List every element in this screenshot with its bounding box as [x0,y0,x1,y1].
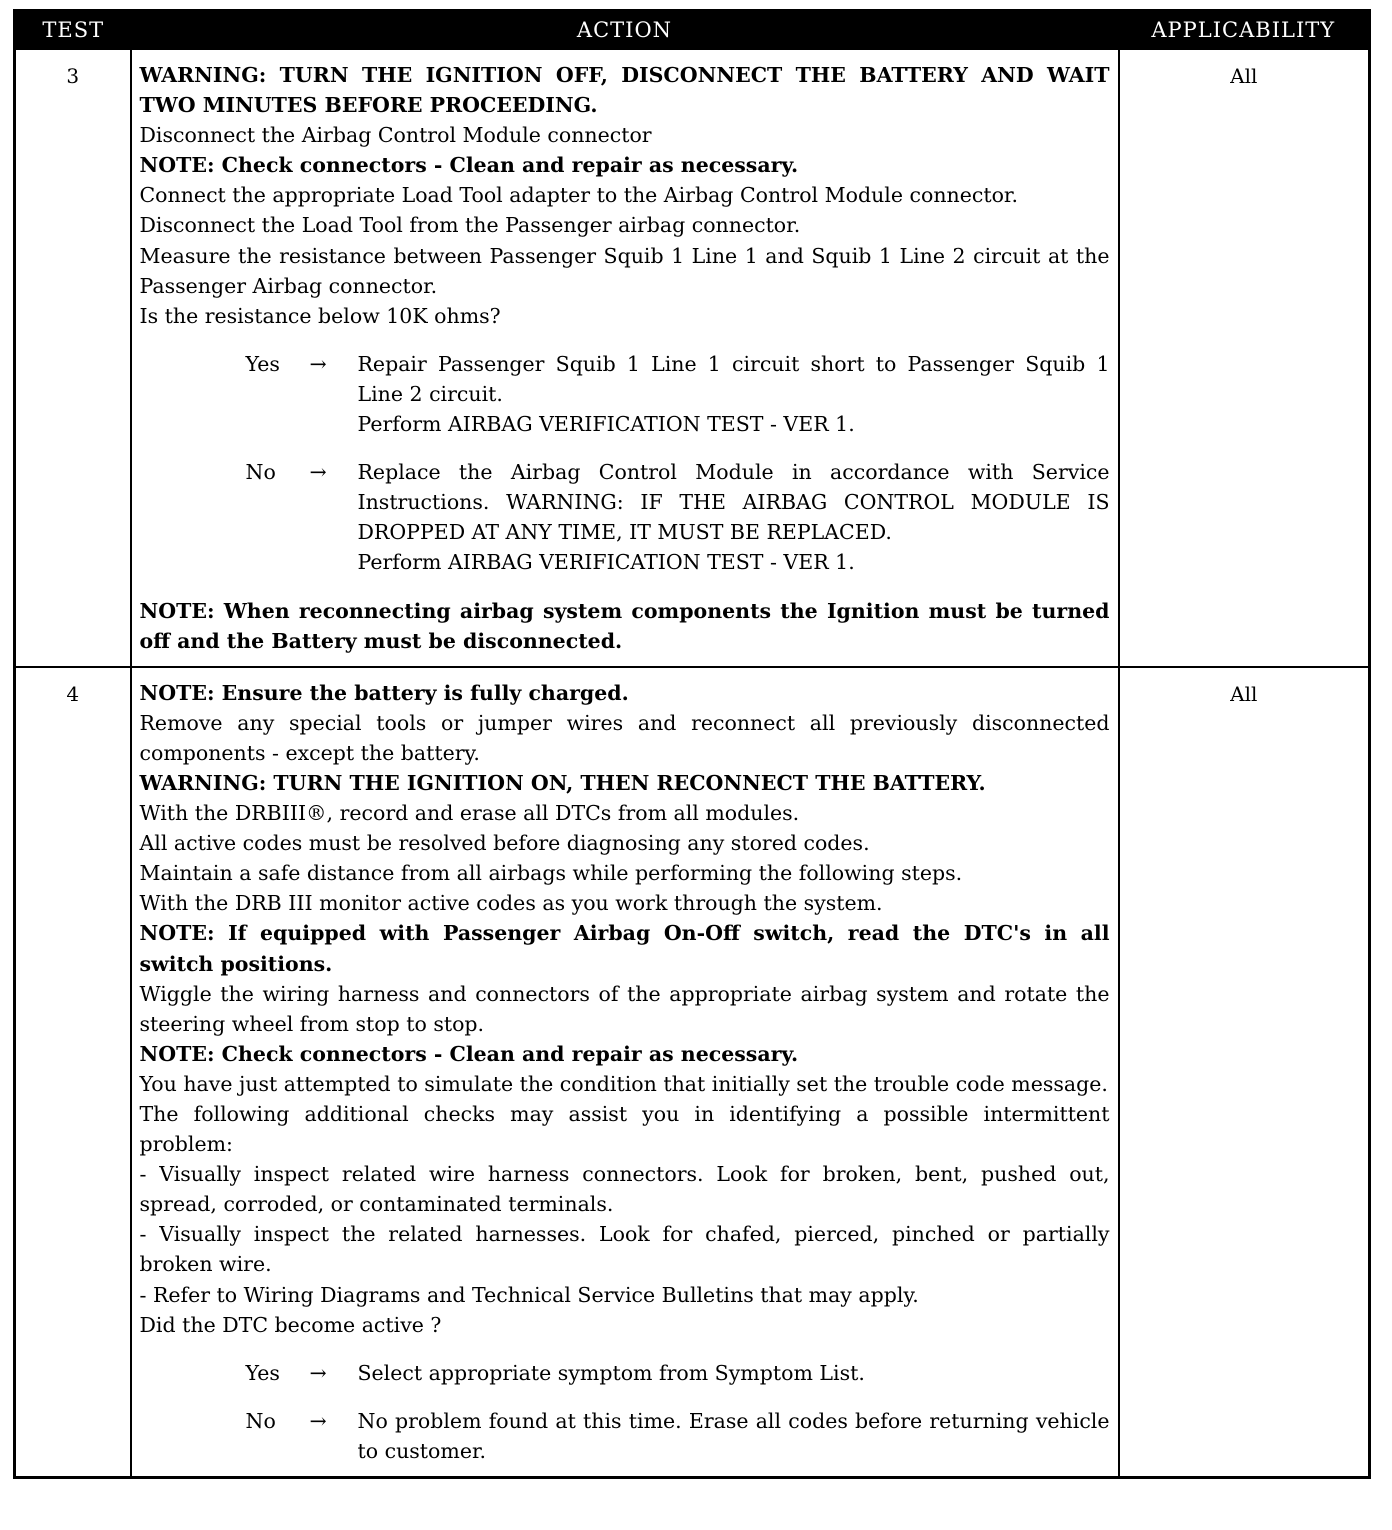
response-yes [140,349,1110,439]
action-cell [131,667,1119,1478]
response-text: Replace the Airbag Control Module in accordance with Service Instructions. WARNING: IF THE AIRBAG CONTROL MODULE IS DROPPED AT ANY TIME, IT MUST BE REPLACED. [357,460,1110,545]
note-text: NOTE: Check connectors - Clean and repair as necessary. [139,1041,799,1066]
step-text: Measure the resistance between Passenger Squib 1 Line 1 and Squib 1 Line 2 circuit at the Passenger Airbag connector. [139,243,1110,298]
response-no [140,457,1110,577]
response-text: Repair Passenger Squib 1 Line 1 circuit short to Passenger Squib 1 Line 2 circuit. [357,351,1110,406]
warning-text: WARNING: TURN THE IGNITION ON, THEN RECONNECT THE BATTERY. [139,770,986,795]
applicability-value: All [1119,667,1370,1478]
check-item: - Visually inspect related wire harness connectors. Look for broken, bent, pushed out, spread, corroded, or contaminated terminals. [139,1162,1110,1217]
check-item: - Visually inspect the related harnesses. Look for chafed, pierced, pinched or partially broken wire. [139,1222,1110,1277]
answer-label: No [245,460,276,485]
arrow-icon: → [309,1408,327,1433]
test-number: 4 [15,667,131,1478]
response-body [358,349,1110,439]
arrow-icon: → [309,1360,327,1385]
answer-label: Yes [245,351,280,376]
response-body [358,1406,1110,1466]
applicability-value: All [1119,49,1370,667]
header-action: ACTION [131,11,1119,50]
question-text: Is the resistance below 10K ohms? [139,303,501,328]
step-text: Remove any special tools or jumper wires and reconnect all previously disconnected components - except the battery. [139,710,1110,765]
closing-note: NOTE: When reconnecting airbag system components the Ignition must be turned off and the Battery must be disconnected. [139,598,1110,653]
step-text: Disconnect the Airbag Control Module connector [139,123,652,148]
step-text: Maintain a safe distance from all airbags while performing the following steps. [139,861,963,886]
step-text: With the DRB III monitor active codes as you work through the system. [139,891,883,916]
response-text: Select appropriate symptom from Symptom List. [357,1360,865,1385]
action-cell [131,49,1119,667]
step-text: Connect the appropriate Load Tool adapter to the Airbag Control Module connector. [139,183,1018,208]
arrow-icon: → [309,351,327,376]
header-test: TEST [15,11,131,50]
response-text: Perform AIRBAG VERIFICATION TEST - VER 1. [357,412,855,437]
test-row-4 [15,667,1370,1478]
diagnostic-table [13,9,1371,1479]
response-yes [140,1358,1110,1388]
step-text: The following additional checks may assist you in identifying a possible intermittent problem: [139,1102,1110,1157]
test-number: 3 [15,49,131,667]
answer-label: Yes [245,1360,280,1385]
response-body [358,1358,1110,1388]
step-text: You have just attempted to simulate the condition that initially set the trouble code message. [139,1071,1108,1096]
step-text: Disconnect the Load Tool from the Passenger airbag connector. [139,213,801,238]
test-row-3 [15,49,1370,667]
arrow-icon: → [309,460,327,485]
note-text: NOTE: Ensure the battery is fully charged. [139,680,629,705]
question-text: Did the DTC become active ? [139,1312,442,1337]
response-body [358,457,1110,577]
check-item: - Refer to Wiring Diagrams and Technical Service Bulletins that may apply. [139,1282,919,1307]
response-no [140,1406,1110,1466]
response-text: Perform AIRBAG VERIFICATION TEST - VER 1. [357,550,855,575]
response-text: No problem found at this time. Erase all codes before returning vehicle to customer. [357,1408,1110,1463]
header-row [15,11,1370,50]
step-text: Wiggle the wiring harness and connectors of the appropriate airbag system and rotate the steering wheel from stop to stop. [139,981,1110,1036]
answer-label: No [245,1408,276,1433]
step-text: All active codes must be resolved before diagnosing any stored codes. [139,831,870,856]
warning-text: WARNING: TURN THE IGNITION OFF, DISCONNECT THE BATTERY AND WAIT TWO MINUTES BEFORE PROCEEDING. [139,63,1110,118]
header-applicability: APPLICABILITY [1119,11,1370,50]
step-text: With the DRBIII®, record and erase all DTCs from all modules. [139,801,800,826]
note-text: NOTE: If equipped with Passenger Airbag On-Off switch, read the DTC's in all switch positions. [139,921,1110,976]
note-text: NOTE: Check connectors - Clean and repair as necessary. [139,153,799,178]
